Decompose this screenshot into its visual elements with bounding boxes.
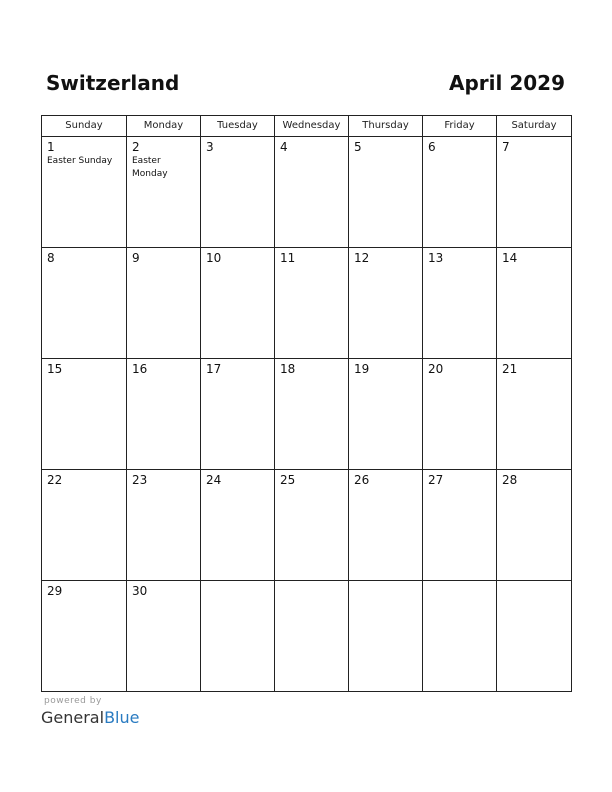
day-number: 14 — [502, 251, 518, 265]
day-number: 15 — [47, 362, 63, 376]
day-cell — [127, 581, 201, 692]
day-number: 11 — [280, 251, 296, 265]
day-number: 24 — [206, 473, 222, 487]
holiday-label: Easter Monday — [132, 156, 168, 179]
weekday-sunday: Sunday — [42, 116, 127, 137]
day-number: 17 — [206, 362, 222, 376]
week-row-2 — [42, 248, 572, 359]
day-cell — [42, 581, 127, 692]
day-cell-empty — [275, 581, 349, 692]
week-row-1 — [42, 137, 572, 248]
weekday-tuesday: Tuesday — [201, 116, 275, 137]
day-number: 27 — [428, 473, 444, 487]
calendar-grid — [41, 115, 572, 692]
day-number: 8 — [47, 251, 55, 265]
day-number: 3 — [206, 140, 214, 154]
day-number: 4 — [280, 140, 288, 154]
day-cell — [497, 137, 572, 248]
day-cell — [275, 359, 349, 470]
day-number: 12 — [354, 251, 370, 265]
day-cell — [497, 470, 572, 581]
day-cell — [127, 470, 201, 581]
day-cell — [127, 359, 201, 470]
day-cell — [201, 359, 275, 470]
day-cell-empty — [201, 581, 275, 692]
day-cell — [42, 359, 127, 470]
day-number: 6 — [428, 140, 436, 154]
powered-by-text: powered by — [44, 696, 102, 706]
day-cell — [349, 137, 423, 248]
day-cell — [497, 359, 572, 470]
day-cell — [42, 470, 127, 581]
day-number: 5 — [354, 140, 362, 154]
day-number: 26 — [354, 473, 370, 487]
weekday-monday: Monday — [127, 116, 201, 137]
day-number: 13 — [428, 251, 444, 265]
weekday-wednesday: Wednesday — [275, 116, 349, 137]
day-number: 18 — [280, 362, 296, 376]
day-number: 29 — [47, 584, 63, 598]
day-number: 21 — [502, 362, 518, 376]
day-cell — [349, 359, 423, 470]
logo-general-text: General — [41, 708, 105, 727]
day-cell — [201, 470, 275, 581]
week-row-5 — [42, 581, 572, 692]
day-number: 1 — [47, 140, 55, 154]
day-cell — [127, 248, 201, 359]
day-cell — [201, 248, 275, 359]
day-cell — [275, 248, 349, 359]
day-cell — [423, 137, 497, 248]
day-cell — [423, 248, 497, 359]
calendar-month-title: April 2029 — [449, 71, 565, 95]
day-number: 16 — [132, 362, 148, 376]
day-number: 7 — [502, 140, 510, 154]
holiday-label: Easter Sunday — [47, 156, 113, 166]
weekday-thursday: Thursday — [349, 116, 423, 137]
generalblue-logo — [41, 708, 139, 728]
weekday-saturday: Saturday — [497, 116, 572, 137]
day-cell — [497, 248, 572, 359]
day-number: 10 — [206, 251, 222, 265]
week-row-3 — [42, 359, 572, 470]
day-number: 20 — [428, 362, 444, 376]
day-cell — [423, 359, 497, 470]
day-number: 25 — [280, 473, 296, 487]
day-cell-empty — [423, 581, 497, 692]
week-row-4 — [42, 470, 572, 581]
day-cell — [42, 137, 127, 248]
day-cell-empty — [497, 581, 572, 692]
day-number: 30 — [132, 584, 148, 598]
weekday-friday: Friday — [423, 116, 497, 137]
day-number: 9 — [132, 251, 140, 265]
day-cell — [42, 248, 127, 359]
day-cell — [423, 470, 497, 581]
day-cell — [127, 137, 201, 248]
weekday-header-row — [42, 116, 572, 137]
day-number: 2 — [132, 140, 140, 154]
calendar-country-title: Switzerland — [46, 71, 180, 95]
day-number: 28 — [502, 473, 518, 487]
day-number: 19 — [354, 362, 370, 376]
day-cell — [275, 470, 349, 581]
day-cell — [201, 137, 275, 248]
day-cell — [349, 470, 423, 581]
day-cell — [275, 137, 349, 248]
logo-blue-text: Blue — [104, 708, 140, 727]
day-number: 22 — [47, 473, 63, 487]
day-number: 23 — [132, 473, 148, 487]
day-cell-empty — [349, 581, 423, 692]
day-cell — [349, 248, 423, 359]
